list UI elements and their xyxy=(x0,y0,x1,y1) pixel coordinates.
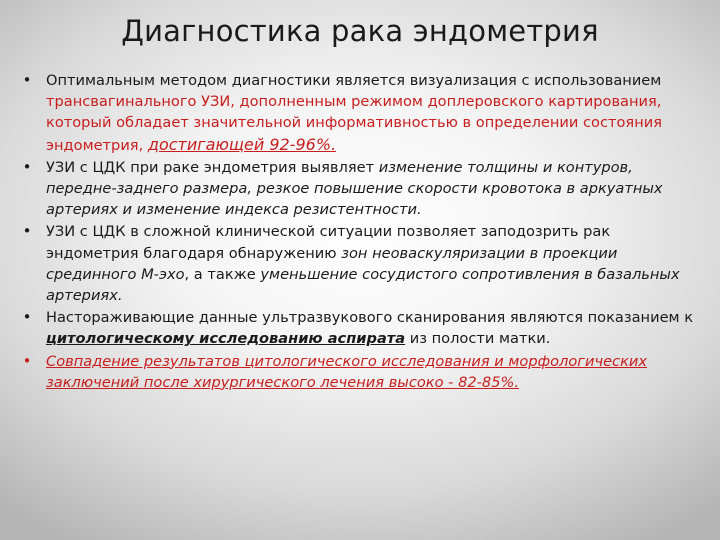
bullet-text-segment: изменение толщины и контуров, передне-заднего размера, резкое повышение скорости кровотока в аркуатных артериях и изменение индекса резистентности. xyxy=(46,158,663,219)
slide-title: Диагностика рака эндометрия xyxy=(121,14,599,48)
bullet-text-segment: УЗИ с ЦДК при раке эндометрия выявляет xyxy=(46,158,379,176)
bullet-item xyxy=(20,157,706,221)
bullet-dot-icon: • xyxy=(22,351,32,370)
bullet-dot-icon: • xyxy=(22,308,32,327)
bullet-text-segment: цитологическому исследованию аспирата xyxy=(46,330,406,348)
bullet-item xyxy=(20,307,706,349)
bullet-item xyxy=(20,351,706,393)
bullet-text-segment: уменьшение сосудистого сопротивления в базальных артериях. xyxy=(46,265,680,305)
bullet-list xyxy=(20,70,706,394)
bullet-item xyxy=(20,70,706,156)
bullet-text-segment: УЗИ с ЦДК в сложной клинической ситуации позволяет заподозрить рак эндометрия благодаря обнаружению xyxy=(46,223,611,262)
bullet-dot-icon: • xyxy=(22,222,32,241)
bullet-text-segment: Оптимальным методом диагностики является визуализация с использованием xyxy=(46,72,662,89)
bullet-text-segment: из полости матки. xyxy=(405,330,551,348)
bullet-text-segment: достигающей 92-96%. xyxy=(147,134,337,154)
bullet-text-segment: Совпадение результатов цитологического исследования и морфологических заключений после хирургического лечения высоко - 82-85%. xyxy=(46,352,648,391)
bullet-dot-icon: • xyxy=(22,157,32,176)
bullet-text-segment: зон неоваскуляризации в проекции срединного М-эхо xyxy=(46,244,618,283)
bullet-item xyxy=(20,221,706,306)
bullet-dot-icon: • xyxy=(22,71,32,89)
bullet-text-segment: трансвагинального УЗИ, дополненным режимом доплеровского картирования, который обладает значительной информативностью в определении состояния эндометрия, xyxy=(46,93,663,154)
bullet-text-segment: Настораживающие данные ультразвукового сканирования являются показанием к xyxy=(46,309,694,327)
bullet-text-segment: , а также xyxy=(184,265,261,283)
